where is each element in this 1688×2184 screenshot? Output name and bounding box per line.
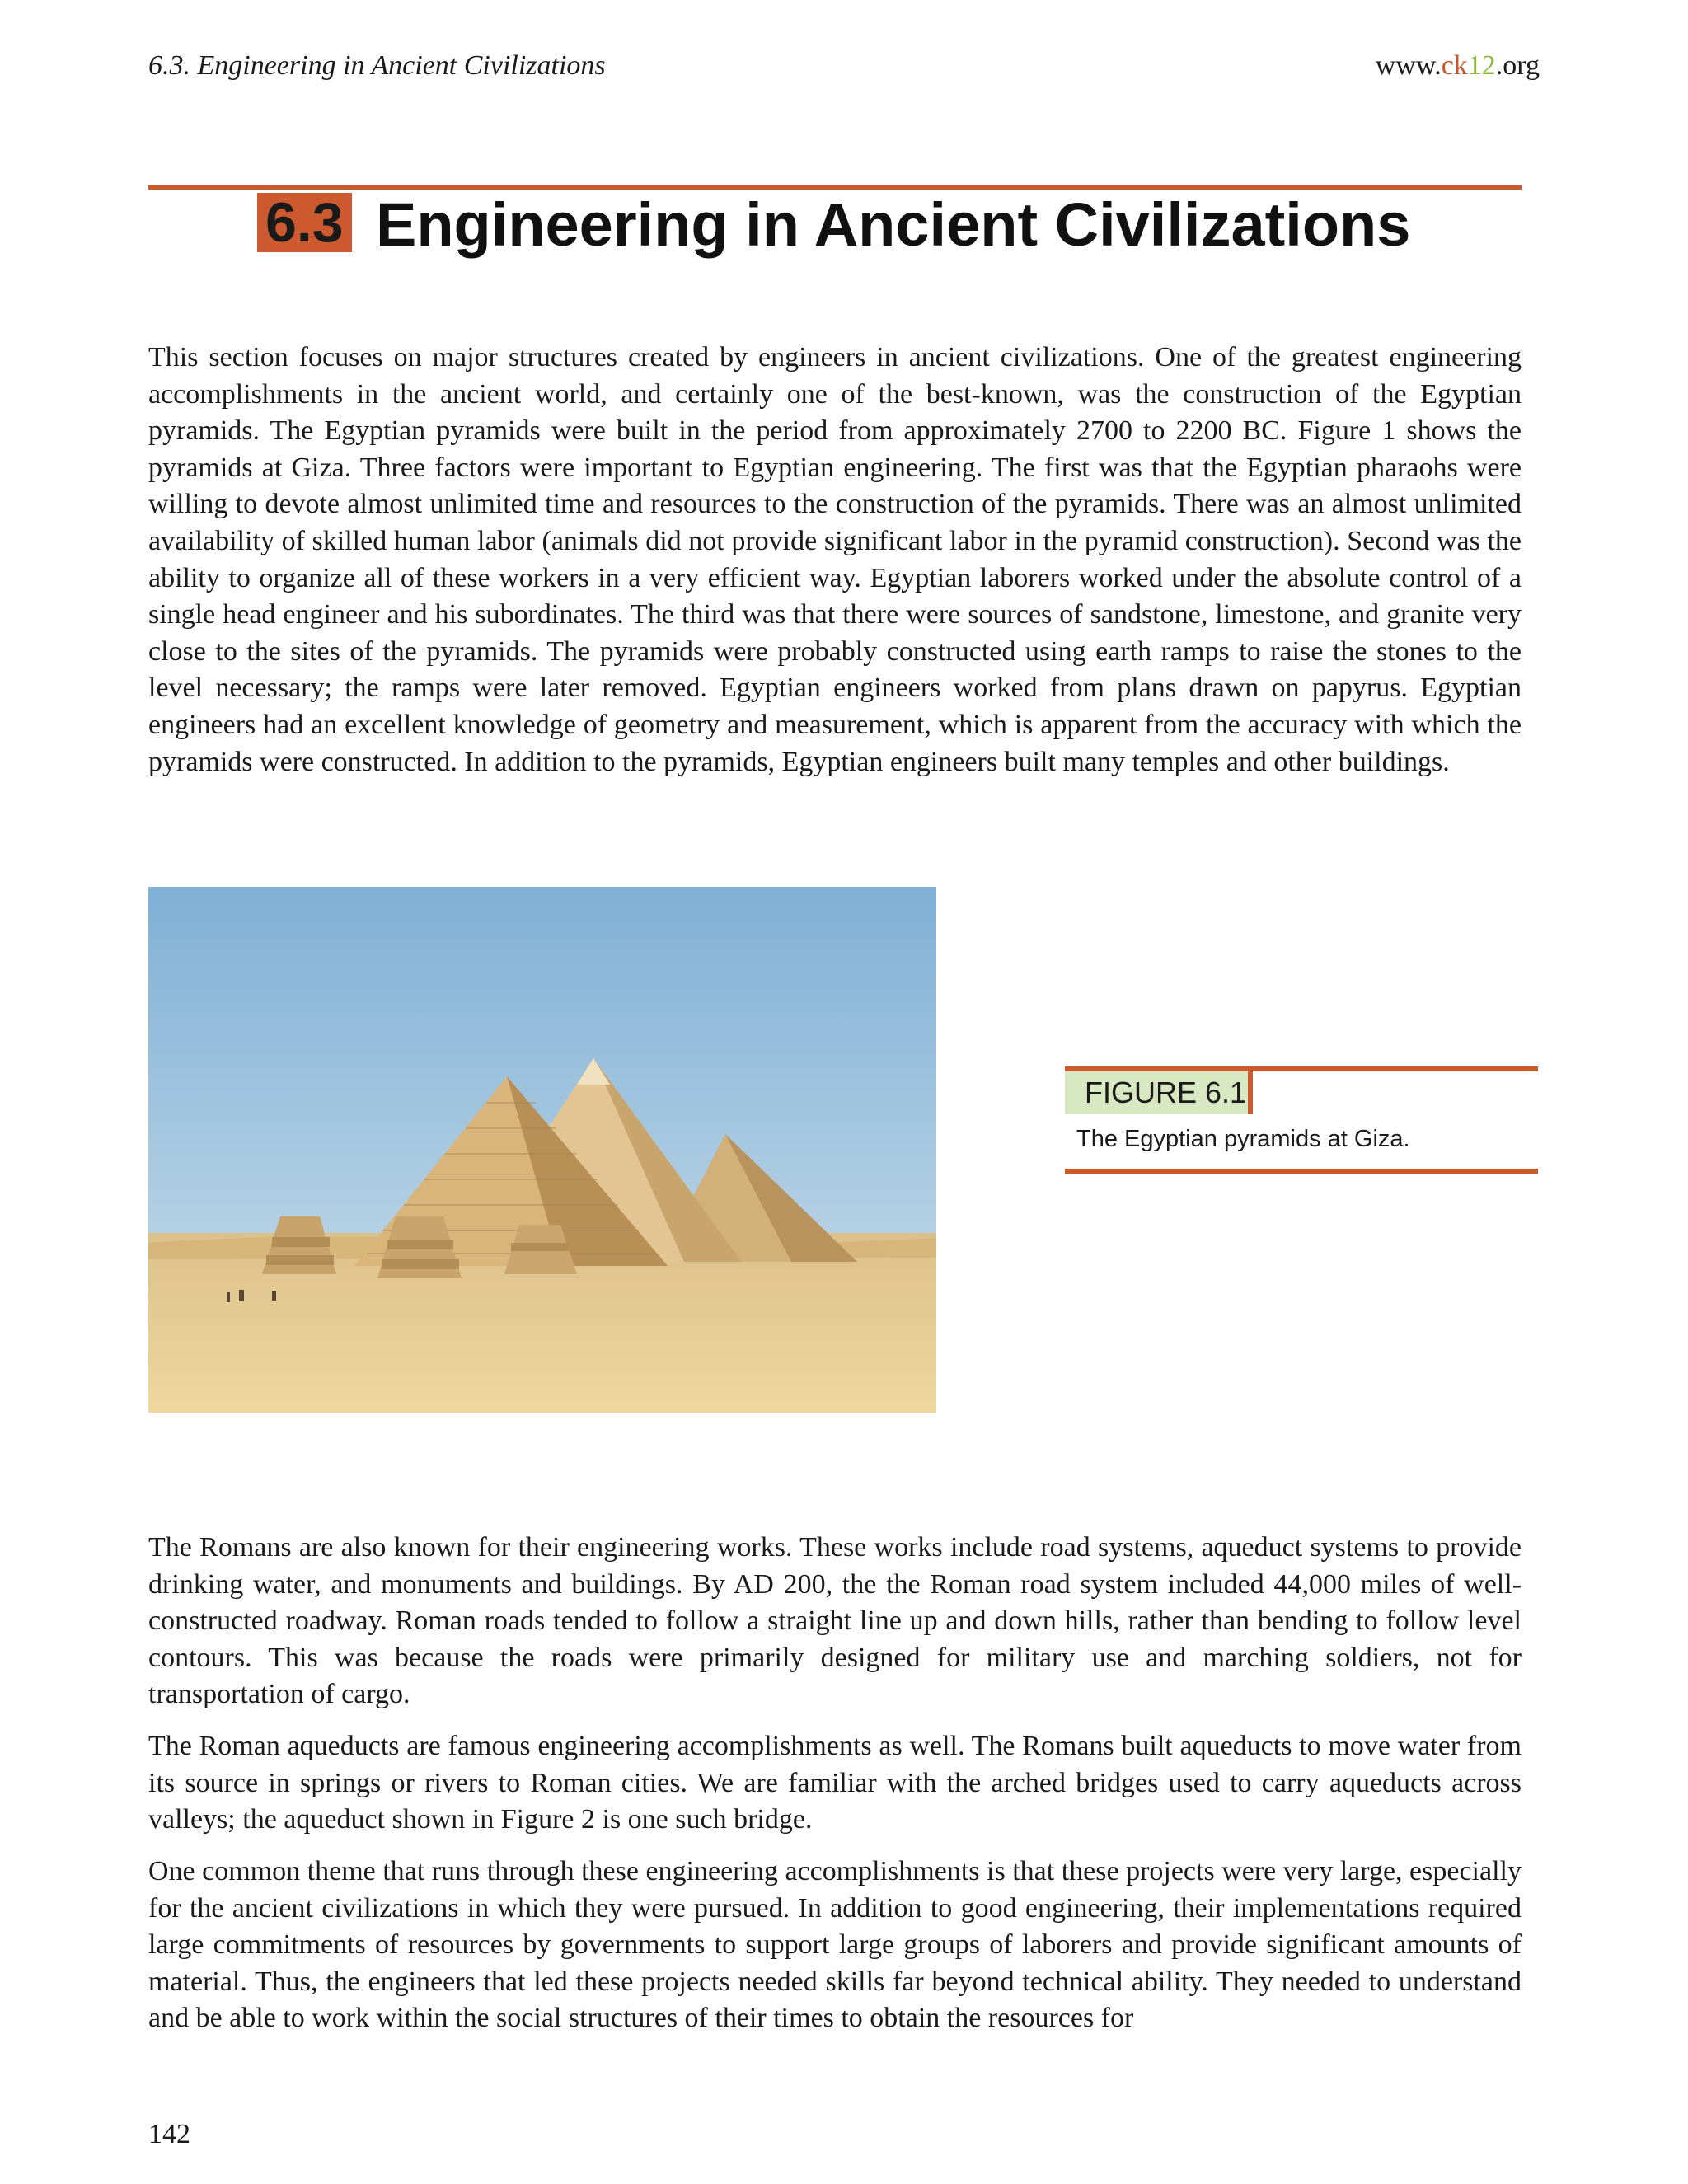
figure-caption-box (1065, 1066, 1538, 1174)
paragraph-romans: The Romans are also known for their engineering works. These works include road systems, aqueduct systems to provide drinking water, and monuments and buildings. By AD 200, the the Roman road system included 44,000 miles of well-constructed roadway. Roman roads tended to follow a straight line up and down hills, rather than bending to follow level contours. This was because the roads were primarily designed for military use and marching soldiers, not for transportation of cargo. (148, 1532, 1522, 1710)
figure-label: FIGURE 6.1 (1065, 1071, 1253, 1114)
section-title: Engineering in Ancient Civilizations (376, 190, 1411, 259)
page-number: 142 (148, 2119, 190, 2149)
queens-pyramids (262, 1216, 577, 1278)
running-title: 6.3. Engineering in Ancient Civilizations (148, 50, 606, 81)
site-ck: ck (1441, 50, 1468, 81)
site-suffix: .org (1495, 50, 1540, 81)
paragraph-intro: This section focuses on major structures created by engineers in ancient civilizations. One of the greatest engineering accomplishments in the ancient world, and certainly one of the best-known, was the construction of the Egyptian pyramids. The Egyptian pyramids were built in the period from approximately 2700 to 2200 BC. Figure 1 shows the pyramids at Giza. Three factors were important to Egyptian engineering. The first was that the Egyptian pharaohs were willing to devote almost unlimited time and resources to the construction of the pyramids. There was an almost unlimited availability of skilled human labor (animals did not provide significant labor in the pyramid construction). Second was the ability to organize all of these workers in a very efficient way. Egyptian laborers worked under the absolute control of a single head engineer and his subordinates. The third was that there were sources of sandstone, limestone, and granite very close to the sites of the pyramids. The pyramids were probably constructed using earth ramps to raise the stones to the level necessary; the ramps were later removed. Egyptian engineers worked from plans drawn on papyrus. Egyptian engineers had an excellent knowledge of geometry and measurement, which is apparent from the accuracy with which the pyramids were constructed. In addition to the pyramids, Egyptian engineers built many temples and other buildings. (148, 342, 1522, 777)
running-header (148, 48, 1540, 84)
section-number: 6.3 (257, 193, 352, 252)
paragraph-aqueducts: The Roman aqueducts are famous engineering accomplishments as well. The Romans built aqueducts to move water from its source in springs or rivers to Roman cities. We are familiar with the arched bridges used to carry aqueducts across valleys; the aqueduct shown in Figure 2 is one such bridge. (148, 1731, 1522, 1835)
figure-caption: The Egyptian pyramids at Giza. (1076, 1126, 1410, 1152)
pyramids-photo (148, 887, 936, 1413)
site-12: 12 (1467, 50, 1496, 81)
paragraph-common-theme: One common theme that runs through these engineering accomplishments is that these projects were very large, especially for the ancient civilizations in which they were pursued. In addition to good engineering, their implementations required large commitments of resources by governments to support large groups of laborers and provide significant amounts of material. Thus, the engineers that led these projects needed skills far beyond technical ability. They needed to understand and be able to work within the social structures of their times to obtain the resources for (148, 1856, 1522, 2034)
site-link[interactable] (1376, 48, 1540, 84)
pyramids-illustration (148, 887, 936, 1413)
site-prefix: www. (1375, 50, 1442, 81)
